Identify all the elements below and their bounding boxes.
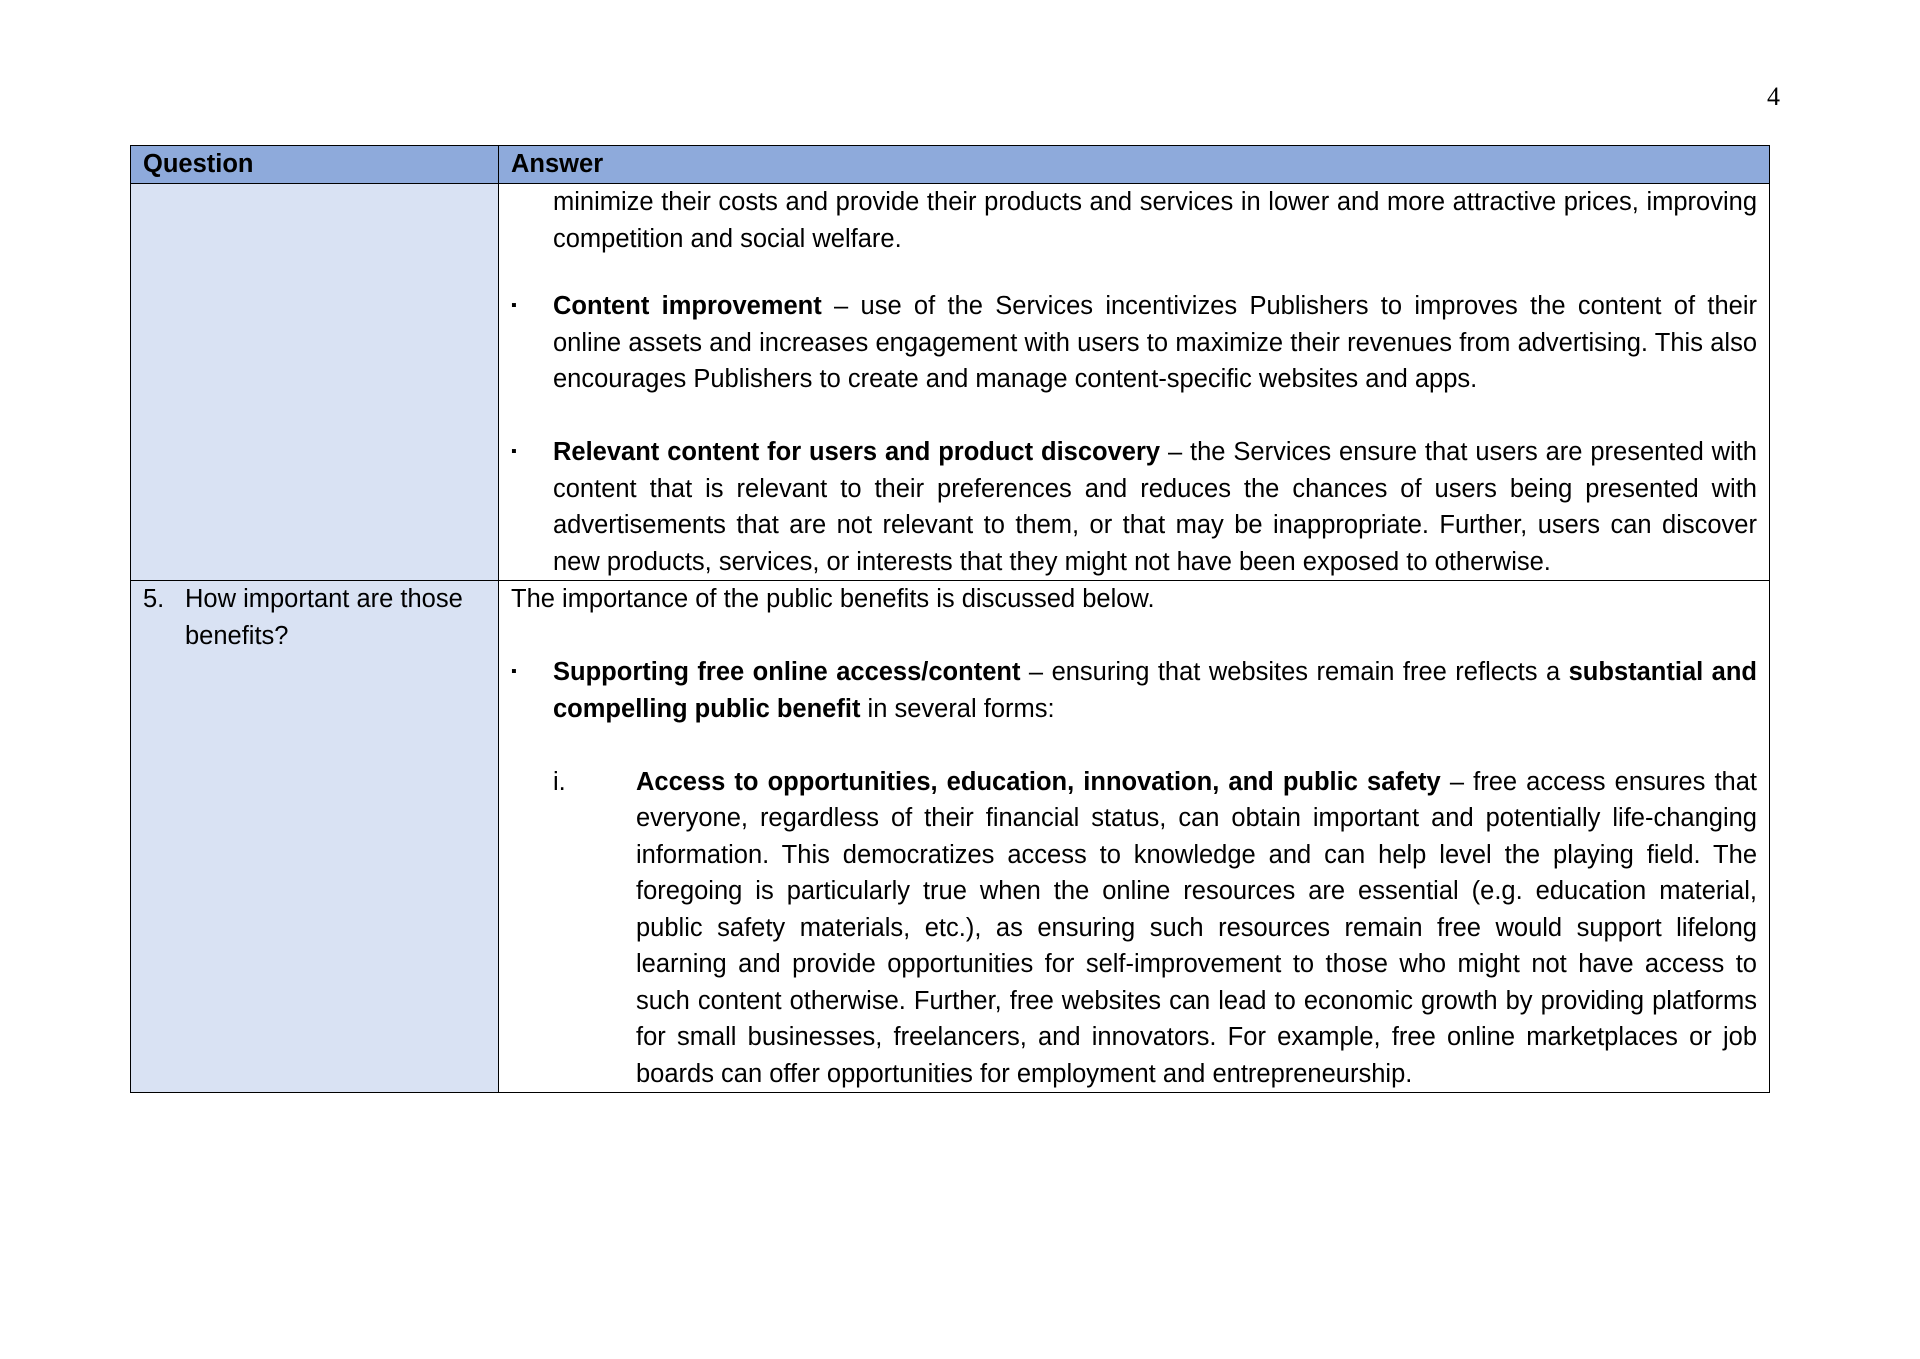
continued-paragraph: minimize their costs and provide their products and services in lower and more attractive prices, improving competition and social welfare. [553, 188, 1757, 253]
bullet-marker-icon: ▪ [511, 443, 517, 460]
answer-intro: The importance of the public benefits is discussed below. [511, 585, 1155, 613]
bullet-relevant-content [511, 434, 1757, 580]
question-column-header: Question [131, 146, 499, 184]
table-header-row [131, 146, 1770, 184]
answer-column-header: Answer [499, 146, 1770, 184]
bullet-heading: Content improvement [553, 292, 822, 320]
subitem-access-opportunities [511, 764, 1757, 1093]
qa-table [130, 145, 1770, 1093]
bullet-emphasis: substantial and compelling public benefit [553, 658, 1758, 723]
bullet-text: – use of the Services incentivizes Publishers to improves the content of their online assets and increases engagement with users to maximize their revenues from advertising. This also encourages Publishers to create and manage content-specific websites and apps. [553, 292, 1757, 393]
table-row [131, 184, 1770, 581]
bullet-text: – ensuring that websites remain free reflects a [1020, 658, 1569, 686]
bullet-heading: Relevant content for users and product discovery [553, 438, 1161, 466]
bullet-free-access [511, 654, 1757, 727]
question-item [143, 581, 486, 654]
subitem-text: – free access ensures that everyone, regardless of their financial status, can obtain important and potentially life-changing information. This democratizes access to knowledge and can help level the playing field. The foregoing is particularly true when the online resources are essential (e.g. education material, public safety materials, etc.), as ensuring such resources remain free would support lifelong learning and provide opportunities for self-improvement to those who might not have access to such content otherwise. Further, free websites can lead to economic growth by providing platforms for small businesses, freelancers, and innovators. For example, free online marketplaces or job boards can offer opportunities for employment and entrepreneurship. [636, 767, 1757, 1088]
question-cell-empty [131, 184, 499, 581]
subitem-numeral: i. [553, 767, 566, 796]
answer-cell [499, 581, 1770, 1093]
page-number: 4 [1767, 82, 1780, 111]
bullet-text-end: in several forms: [860, 694, 1055, 723]
bullet-text: – the Services ensure that users are presented with content that is relevant to their preferences and reduces the chances of users being presented with advertisements that are not relevant to them, or that may be inappropriate. Further, users can discover new products, services, or interests that they might not have been exposed to otherwise. [553, 438, 1757, 576]
bullet-marker-icon: ▪ [511, 297, 517, 314]
bullet-marker-icon: ▪ [511, 663, 517, 680]
table-row [131, 581, 1770, 1093]
question-text: How important are those benefits? [185, 585, 463, 650]
bullet-heading: Supporting free online access/content [553, 658, 1021, 686]
answer-cell [499, 184, 1770, 581]
question-number: 5. [143, 585, 165, 613]
bullet-content-improvement [511, 288, 1757, 398]
subitem-heading: Access to opportunities, education, innovation, and public safety [636, 767, 1441, 796]
question-cell [131, 581, 499, 1093]
